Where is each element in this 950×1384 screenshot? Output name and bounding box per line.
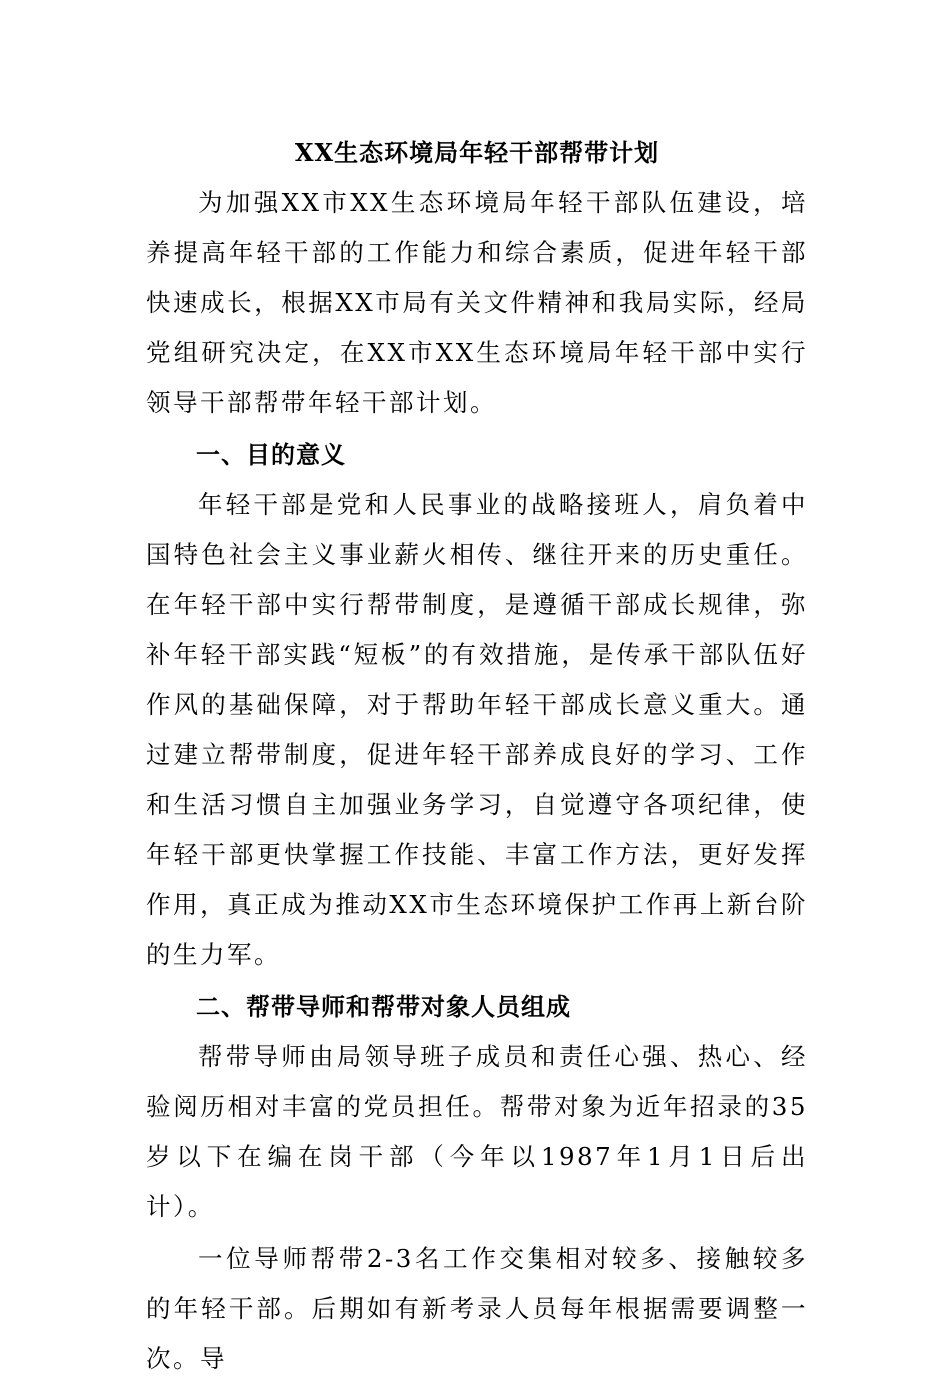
intro-paragraph: 为加强XX市XX生态环境局年轻干部队伍建设，培养提高年轻干部的工作能力和综合素质，促进年轻干部快速成长，根据XX市局有关文件精神和我局实际，经局党组研究决定，在XX市XX生态环境局年轻干部中实行领导干部帮带年轻干部计划。	[146, 188, 808, 417]
document-body	[146, 128, 808, 1384]
section-heading-purpose: 一、目的意义	[196, 440, 346, 469]
section-heading-members: 二、帮带导师和帮带对象人员组成	[196, 992, 571, 1021]
section-members-paragraph-2: 一位导师帮带2-3名工作交集相对较多、接触较多的年轻干部。后期如有新考录人员每年根据需要调整一次。导	[146, 1244, 808, 1373]
section-purpose-paragraph: 年轻干部是党和人民事业的战略接班人，肩负着中国特色社会主义事业薪火相传、继往开来的历史重任。在年轻干部中实行帮带制度，是遵循干部成长规律，弥补年轻干部实践“短板”的有效措施，是传承干部队伍好作风的基础保障，对于帮助年轻干部成长意义重大。通过建立帮带制度，促进年轻干部养成良好的学习、工作和生活习惯自主加强业务学习，自觉遵守各项纪律，使年轻干部更快掌握工作技能、丰富工作方法，更好发挥作用，真正成为推动XX市生态环境保护工作再上新台阶的生力军。	[146, 490, 808, 969]
section-members-paragraph-1: 帮带导师由局领导班子成员和责任心强、热心、经验阅历相对丰富的党员担任。帮带对象为近年招录的35岁以下在编在岗干部（今年以1987年1月1日后出计）。	[146, 1042, 808, 1221]
document-title: XX生态环境局年轻干部帮带计划	[294, 138, 660, 167]
